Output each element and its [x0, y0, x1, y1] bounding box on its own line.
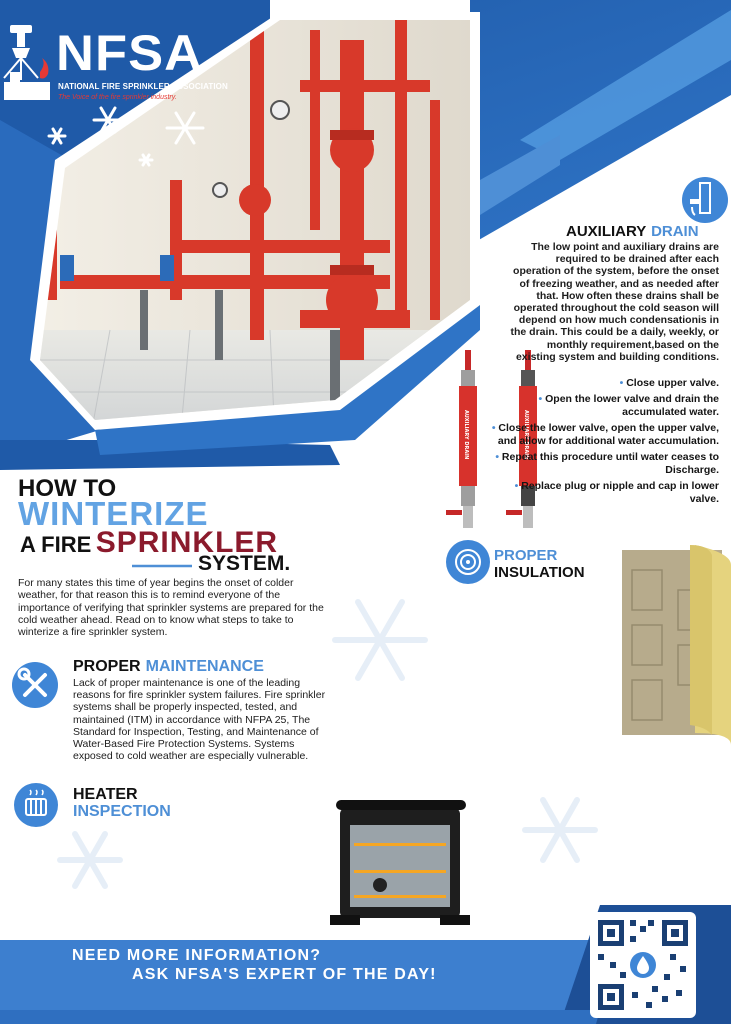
title-line3-a: A FIRE	[20, 532, 92, 557]
drain-heading-blue: DRAIN	[651, 223, 699, 240]
drain-heading	[566, 222, 699, 240]
drain-step: • Close the lower valve, open the upper valve, and allow for additional water accumulation.	[491, 422, 719, 447]
banner-line1: NEED MORE INFORMATION?	[72, 947, 322, 964]
heater-icon-illustration	[330, 800, 470, 925]
maintenance-heading-blue: MAINTENANCE	[145, 658, 264, 675]
title-line4: SYSTEM.	[198, 552, 291, 575]
title-line2: WINTERIZE	[18, 495, 209, 532]
drain-body: The low point and auxiliary drains are required to be drained after each operation of the system, before the onset of freezing weather, and as needed after that. How often these drains shall be operated throughout the cold season will depend on how much condensationis in the drain. This could be a daily, weekly, or monthly requirement,based on the existing system and building conditions.	[510, 241, 719, 363]
intro-text: For many states this time of year begins the onset of colder weather, for that reason this is to remind everyone of the importance of verifying that sprinkler systems are prepared for the cold weather ahead. Read on to know what steps to take to winterize a fire sprinkler system.	[18, 577, 324, 639]
logo-tagline: The Voice of the fire sprinkler industry.	[58, 94, 177, 101]
drain-step: • Open the lower valve and drain the accumulated water.	[538, 393, 719, 418]
heater-heading	[73, 786, 171, 820]
logo-nfsa: NFSA	[56, 25, 204, 81]
drain-step: • Repeat this procedure until water ceases to Discharge.	[495, 451, 719, 476]
qr-code-icon[interactable]	[590, 912, 696, 1018]
drain-pipe-label-1: AUXILIARY DRAIN	[463, 410, 469, 460]
maintenance-body: Lack of proper maintenance is one of the leading reasons for fire sprinkler system failures. Fire sprinkler systems shall be properly inspected, tested, and maintained (ITM) in accordance with NFPA 25, The Standard for Inspection, Testing, and Maintenance of Water-Based Fire Protection Systems. Systems exposed to cold weather are especially vulnerable.	[73, 677, 326, 763]
insulation-heading-dark: INSULATION	[494, 564, 585, 581]
heater-heading-blue: INSPECTION	[73, 803, 171, 820]
drain-heading-dark: AUXILIARY	[566, 223, 647, 240]
insulation-roll-illustration	[622, 545, 731, 745]
maintenance-heading-dark: PROPER	[73, 658, 141, 675]
wrench-screwdriver-icon	[12, 662, 58, 708]
insulation-roll-icon	[446, 540, 490, 584]
heater-icon	[14, 783, 58, 827]
heater-heading-dark: HEATER	[73, 786, 138, 803]
drain-steps-list	[489, 377, 719, 509]
title-line1: HOW TO	[18, 475, 117, 502]
drain-pipe-icon	[682, 177, 728, 223]
banner-line2: ASK NFSA'S EXPERT OF THE DAY!	[132, 966, 437, 983]
maintenance-heading	[73, 656, 264, 676]
title-line3-b: SPRINKLER	[95, 526, 279, 559]
logo-org-name: NATIONAL FIRE SPRINKLER ASSOCIATION	[58, 82, 228, 91]
drain-pipe-label-2: AUXILIARY DRAIN	[523, 410, 529, 460]
drain-step: • Close upper valve.	[619, 377, 719, 389]
drain-step: • Replace plug or nipple and cap in lower valve.	[514, 480, 719, 505]
insulation-heading-blue: PROPER	[494, 547, 558, 564]
insulation-heading	[494, 547, 585, 581]
